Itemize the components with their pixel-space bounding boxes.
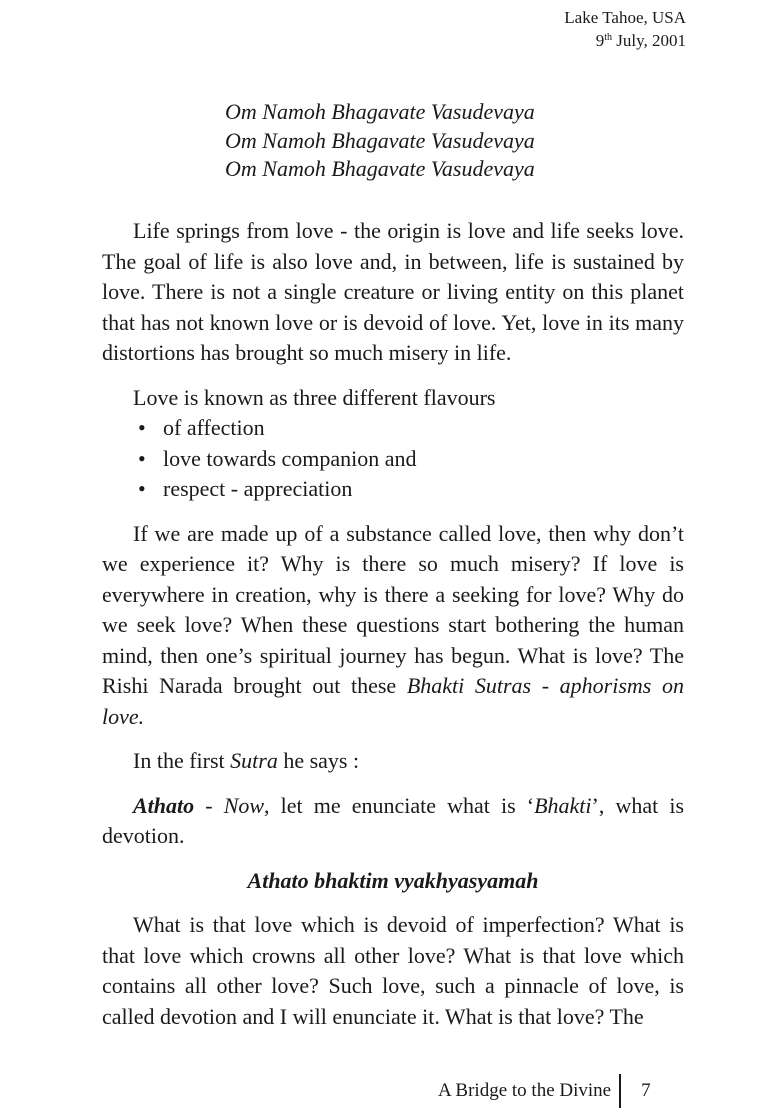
mantra-line: Om Namoh Bhagavate Vasudevaya bbox=[225, 127, 535, 153]
bullet-icon: • bbox=[138, 445, 146, 471]
date-suffix: th bbox=[604, 32, 612, 43]
paragraph-athato: Athato - Now, let me enunciate what is ‘Bhakti’, what is devotion. bbox=[102, 792, 685, 848]
bullet-icon: • bbox=[138, 476, 146, 501]
paragraph-substance-love: If we are made up of a substance called love, then why don’t we experience it? Why is there so much misery? If love is everywhere in creation, why is there a seeking for love? Why do we seek love? When these questions start bothering the human mind, then one’s spiritual journey has begun. What is love? The Rishi Narada brought out these Bhakti Sutras - aphorisms on love. bbox=[102, 520, 684, 729]
paragraph-first-sutra: In the first Sutra he says : bbox=[133, 748, 360, 773]
book-title: A Bridge to the Divine bbox=[438, 1080, 612, 1101]
date-text bbox=[564, 29, 686, 52]
page-body bbox=[102, 216, 684, 1046]
flavours-list bbox=[102, 413, 684, 505]
date-rest: July, 2001 bbox=[612, 31, 686, 50]
sutra-heading: Athato bhaktim vyakhyasyamah bbox=[247, 867, 539, 893]
paragraph-devoid-imperfection: What is that love which is devoid of imperfection? What is that love which crowns all other love? What is that love which contains all other love? Such love, such a pinnacle of love, is called devotion and I will enunciate it. What is that love? The bbox=[102, 912, 684, 1029]
list-item: • respect - appreciation bbox=[102, 474, 684, 505]
mantra-block bbox=[225, 98, 535, 184]
list-item: • of affection bbox=[102, 413, 684, 444]
list-intro: Love is known as three different flavours bbox=[133, 384, 496, 410]
mantra-line: Om Namoh Bhagavate Vasudevaya bbox=[225, 156, 535, 181]
location-text: Lake Tahoe, USA bbox=[564, 8, 686, 27]
paragraph-life-springs: Life springs from love - the origin is love and life seeks love. The goal of life is also love and, in between, life is sustained by love. There is not a single creature or living entity on this planet that has not known love or is devoid of love. Yet, love in its many distortions has brought so much misery in life. bbox=[102, 218, 684, 365]
page-header bbox=[564, 6, 686, 52]
bullet-icon: • bbox=[138, 415, 146, 440]
list-item: • love towards companion and bbox=[102, 444, 684, 475]
page-number: 7 bbox=[641, 1080, 651, 1101]
date-day: 9 bbox=[595, 31, 605, 50]
mantra-line: Om Namoh Bhagavate Vasudevaya bbox=[225, 99, 535, 124]
footer-divider bbox=[619, 1074, 621, 1108]
page-footer bbox=[438, 1074, 651, 1108]
